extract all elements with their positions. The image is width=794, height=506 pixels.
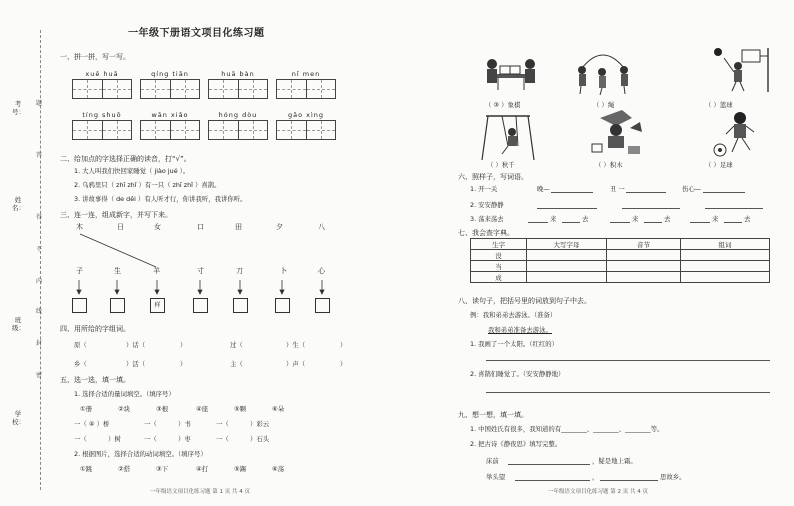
pattern-item: 丑 一 [610, 185, 625, 193]
binding-mark: 题 [36, 100, 43, 107]
word-pattern-1: 1. 开一关 [470, 185, 498, 193]
answer-box[interactable] [110, 298, 125, 313]
binding-mark: 内 [36, 278, 43, 285]
image-caption[interactable]: （ ）篮球 [705, 101, 733, 109]
answer-blank[interactable] [724, 222, 742, 223]
answer-blank[interactable] [528, 222, 548, 223]
table-cell[interactable] [527, 261, 607, 272]
table-cell: 成 [471, 272, 527, 283]
section-4-title: 四、用所给的字组词。 [60, 325, 130, 333]
poem-question: 2. 把古诗《静夜思》填写完整。 [470, 440, 562, 448]
example-sentence: 例：我和弟弟去游泳。（准备） [470, 311, 557, 319]
rope-jumping-illustration [572, 48, 634, 98]
class-label: 班级： [12, 316, 25, 332]
match-top-char[interactable]: 日 [117, 223, 124, 231]
reading-item-2[interactable]: 2. 乌鸦里只（ zhī zhǐ ）有一只（ zhī zhǐ ）喜鹊。 [74, 181, 221, 189]
sentence-question-2: 2. 喜鹊们睡觉了。（安安静静地） [470, 370, 565, 378]
image-caption[interactable]: （ ③ ）象棋 [485, 101, 521, 109]
answer-box[interactable] [72, 298, 87, 313]
match-top-char[interactable]: 田 [235, 223, 242, 231]
answer-blank[interactable] [622, 208, 680, 209]
binding-mark: 得 [36, 214, 43, 221]
pattern-item: 去 [744, 215, 751, 223]
option: ⑥朵 [272, 405, 285, 413]
writing-grid[interactable] [140, 79, 200, 99]
pattern-item: 来 [712, 215, 719, 223]
section-1-title: 一、拼一拼，写一写。 [60, 53, 130, 61]
answer-blank[interactable] [690, 222, 710, 223]
match-top-char[interactable]: 木 [76, 223, 83, 231]
option: ④打 [196, 465, 209, 473]
binding-mark: 密 [36, 372, 43, 379]
answer-blank[interactable] [626, 192, 666, 193]
table-cell: 当 [471, 261, 527, 272]
poem-blank[interactable] [515, 480, 590, 481]
pinyin-group [276, 111, 336, 140]
pinyin-text: wān xiǎo [151, 111, 189, 119]
option: ⑥荡 [272, 465, 285, 473]
section-8-title: 八、读句子，把括号里的词放到句子中去。 [458, 297, 591, 305]
option: ①册 [80, 405, 93, 413]
match-top-char[interactable]: 女 [154, 223, 161, 231]
fill-item[interactable]: ）树 [108, 435, 121, 443]
word-pattern-3: 3. 荡来荡去 [470, 215, 504, 223]
building-blocks-illustration [586, 108, 648, 158]
pinyin-group [208, 70, 268, 99]
binding-mark: 线 [36, 308, 43, 315]
pattern-item: 晚— [537, 185, 550, 193]
match-top-char[interactable]: 夕 [276, 223, 283, 231]
word-pattern-2: 2. 安安静静 [470, 201, 504, 209]
poem-blank[interactable] [508, 464, 590, 465]
page-footer-right: 一年级语文项目化练习题 第 2 页 共 4 页 [548, 489, 648, 495]
writing-grid[interactable] [276, 79, 336, 99]
word-item[interactable]: ）话（ [126, 341, 146, 349]
pinyin-text: gāo xìng [287, 111, 325, 119]
option: ⑤踢 [234, 465, 247, 473]
poem-blank[interactable] [600, 480, 658, 481]
answer-box[interactable] [233, 298, 248, 313]
image-caption[interactable]: （ ）秋千 [487, 161, 515, 169]
fill-item[interactable]: 一（ ④ ）桥 [74, 420, 110, 428]
table-cell[interactable] [681, 261, 770, 272]
binding-mark: 不 [36, 246, 43, 253]
fill-item[interactable]: ）石头 [250, 435, 270, 443]
poem-line-2-end: 思故乡。 [660, 473, 686, 481]
answer-blank[interactable] [610, 222, 630, 223]
table-header: 生字 [471, 239, 527, 250]
table-header: 音节 [607, 239, 681, 250]
fill-item[interactable]: 一（ [74, 435, 87, 443]
table-cell: 没 [471, 250, 527, 261]
word-item[interactable]: 乡（ [74, 360, 87, 368]
answer-box[interactable] [315, 298, 330, 313]
poem-line-1-start: 床前 [486, 457, 499, 465]
answer-line[interactable] [486, 392, 770, 393]
section-7-title: 七、我会查字典。 [458, 229, 514, 237]
pinyin-text: nǐ men [291, 70, 321, 78]
table-cell[interactable] [607, 261, 681, 272]
pinyin-group [72, 70, 132, 99]
word-item[interactable]: ） [340, 341, 347, 349]
poem-line-2-mid: ， [592, 473, 599, 481]
poem-line-2-start: 举头望 [486, 473, 506, 481]
poem-line-1-end: ，疑是地上霜。 [592, 457, 637, 465]
match-top-char[interactable]: 八 [318, 223, 325, 231]
writing-grid[interactable] [208, 79, 268, 99]
pinyin-text: qíng tiān [151, 70, 189, 78]
pinyin-text: huā bàn [221, 70, 255, 78]
match-bottom-char[interactable]: 生 [114, 267, 121, 275]
match-top-char[interactable]: 口 [197, 223, 204, 231]
option: ①跳 [80, 465, 93, 473]
pinyin-text: hóng dòu [218, 111, 258, 119]
binding-mark: 封 [36, 340, 43, 347]
answer-box[interactable] [275, 298, 290, 313]
exam-number-label: 考号： [12, 100, 25, 116]
section-6-title: 六、照样子，写词语。 [458, 173, 528, 181]
answer-line[interactable] [486, 360, 770, 361]
answer-blank[interactable] [705, 208, 763, 209]
answer-blank[interactable] [551, 192, 593, 193]
table-cell[interactable] [607, 250, 681, 261]
match-bottom-char[interactable]: 羊 [153, 267, 160, 275]
table-cell[interactable] [527, 272, 607, 283]
table-cell[interactable] [681, 272, 770, 283]
option: ②块 [118, 405, 131, 413]
word-item[interactable]: 过（ [230, 341, 243, 349]
dictionary-table [470, 238, 770, 283]
fill-item[interactable]: ）枣 [178, 435, 191, 443]
match-bottom-char[interactable]: 寸 [197, 267, 204, 275]
chess-illustration [480, 48, 542, 98]
pinyin-row-1 [72, 70, 344, 99]
answer-blank[interactable] [562, 222, 580, 223]
pattern-item: 来 [550, 215, 557, 223]
binding-mark: 答 [36, 152, 43, 159]
fill-item[interactable]: 一（ [144, 435, 157, 443]
match-bottom-char[interactable]: 卜 [280, 267, 287, 275]
example-answer: 我和弟弟准备去游泳。 [488, 326, 552, 334]
word-item[interactable]: ）活（ [126, 360, 146, 368]
image-caption[interactable]: （ ）绳 [593, 101, 615, 109]
answer-box[interactable] [193, 298, 208, 313]
word-item[interactable]: 主（ [230, 360, 243, 368]
section-3-title: 三、连一连，组成新字，并写下来。 [60, 211, 172, 219]
match-bottom-char[interactable]: 心 [318, 267, 325, 275]
page-footer-left: 一年级语文项目化练习题 第 1 页 共 4 页 [150, 489, 250, 495]
pinyin-row-2 [72, 111, 344, 140]
matching-lines [60, 220, 350, 310]
answer-blank[interactable] [644, 222, 662, 223]
fill-item[interactable]: ）书 [178, 420, 191, 428]
table-header: 组词 [681, 239, 770, 250]
surname-question[interactable]: 1. 中国姓氏有很多，我知道的有________、________、________等。 [470, 425, 664, 433]
table-header: 大写字母 [527, 239, 607, 250]
basketball-illustration [712, 44, 774, 94]
writing-grid[interactable] [72, 120, 132, 140]
match-bottom-char[interactable]: 刀 [236, 267, 243, 275]
fill-item[interactable]: 一（ [216, 435, 229, 443]
writing-grid[interactable] [276, 120, 336, 140]
pattern-item: 伤心— [682, 185, 702, 193]
quantifier-question: 1. 选择合适的量词填空。（填序号） [74, 390, 175, 398]
answer-blank[interactable] [537, 208, 597, 209]
pinyin-text: tíng shuō [82, 111, 122, 119]
pattern-item: 去 [664, 215, 671, 223]
swing-illustration [478, 112, 540, 162]
football-illustration [708, 108, 770, 158]
pattern-item: 来 [632, 215, 639, 223]
option: ②搭 [118, 465, 131, 473]
image-caption[interactable]: （ ）积木 [595, 161, 623, 169]
table-cell[interactable] [681, 250, 770, 261]
pinyin-text: xuě huā [85, 70, 119, 78]
writing-grid[interactable] [72, 79, 132, 99]
match-bottom-char[interactable]: 子 [76, 267, 83, 275]
page-title: 一年级下册语文项目化练习题 [128, 28, 265, 39]
section-2-title: 二、给加点的字选择正确的读音，打“√”。 [60, 155, 191, 163]
down-arrows [70, 278, 340, 296]
word-item[interactable]: ） [180, 360, 187, 368]
fill-item[interactable]: 一（ [144, 420, 157, 428]
fill-item[interactable]: 一（ [216, 420, 229, 428]
word-item[interactable]: ） [180, 341, 187, 349]
section-9-title: 九、想一想，填一填。 [458, 411, 528, 419]
option: ⑤颗 [234, 405, 247, 413]
image-caption[interactable]: （ ）足球 [705, 161, 733, 169]
pinyin-group [208, 111, 268, 140]
option: ③根 [156, 405, 169, 413]
verb-question: 2. 根据图片，选择合适的动词填空。（填序号） [74, 450, 207, 458]
writing-grid[interactable] [140, 120, 200, 140]
pinyin-group [140, 111, 200, 140]
pattern-item: 去 [582, 215, 589, 223]
reading-item-3[interactable]: 3. 讲故事得（ de děi ）有人听才行，你讲我听，我讲你听。 [74, 195, 247, 203]
name-label: 姓名： [12, 196, 25, 212]
table-cell[interactable] [607, 272, 681, 283]
sentence-question-1: 1. 我画了一个太阳。（红红的） [470, 340, 559, 348]
option: ③下 [156, 465, 169, 473]
word-item[interactable]: ） [340, 360, 347, 368]
answer-blank[interactable] [703, 192, 745, 193]
section-5-title: 五、选一选，填一填。 [60, 376, 130, 384]
answer-box-example[interactable]: 样 [150, 298, 165, 313]
reading-item-1[interactable]: 1. 大人叫我们快回家睡觉（ jiào jué ）。 [74, 167, 190, 175]
option: ④座 [196, 405, 209, 413]
word-item[interactable]: ）声（ [286, 360, 306, 368]
word-item[interactable]: ）生（ [286, 341, 306, 349]
table-cell[interactable] [527, 250, 607, 261]
writing-grid[interactable] [208, 120, 268, 140]
pinyin-group [276, 70, 336, 99]
school-label: 学校： [12, 410, 25, 426]
fill-item[interactable]: ）彩云 [250, 420, 270, 428]
word-item[interactable]: 原（ [74, 341, 87, 349]
pinyin-group [140, 70, 200, 99]
pinyin-group [72, 111, 132, 140]
